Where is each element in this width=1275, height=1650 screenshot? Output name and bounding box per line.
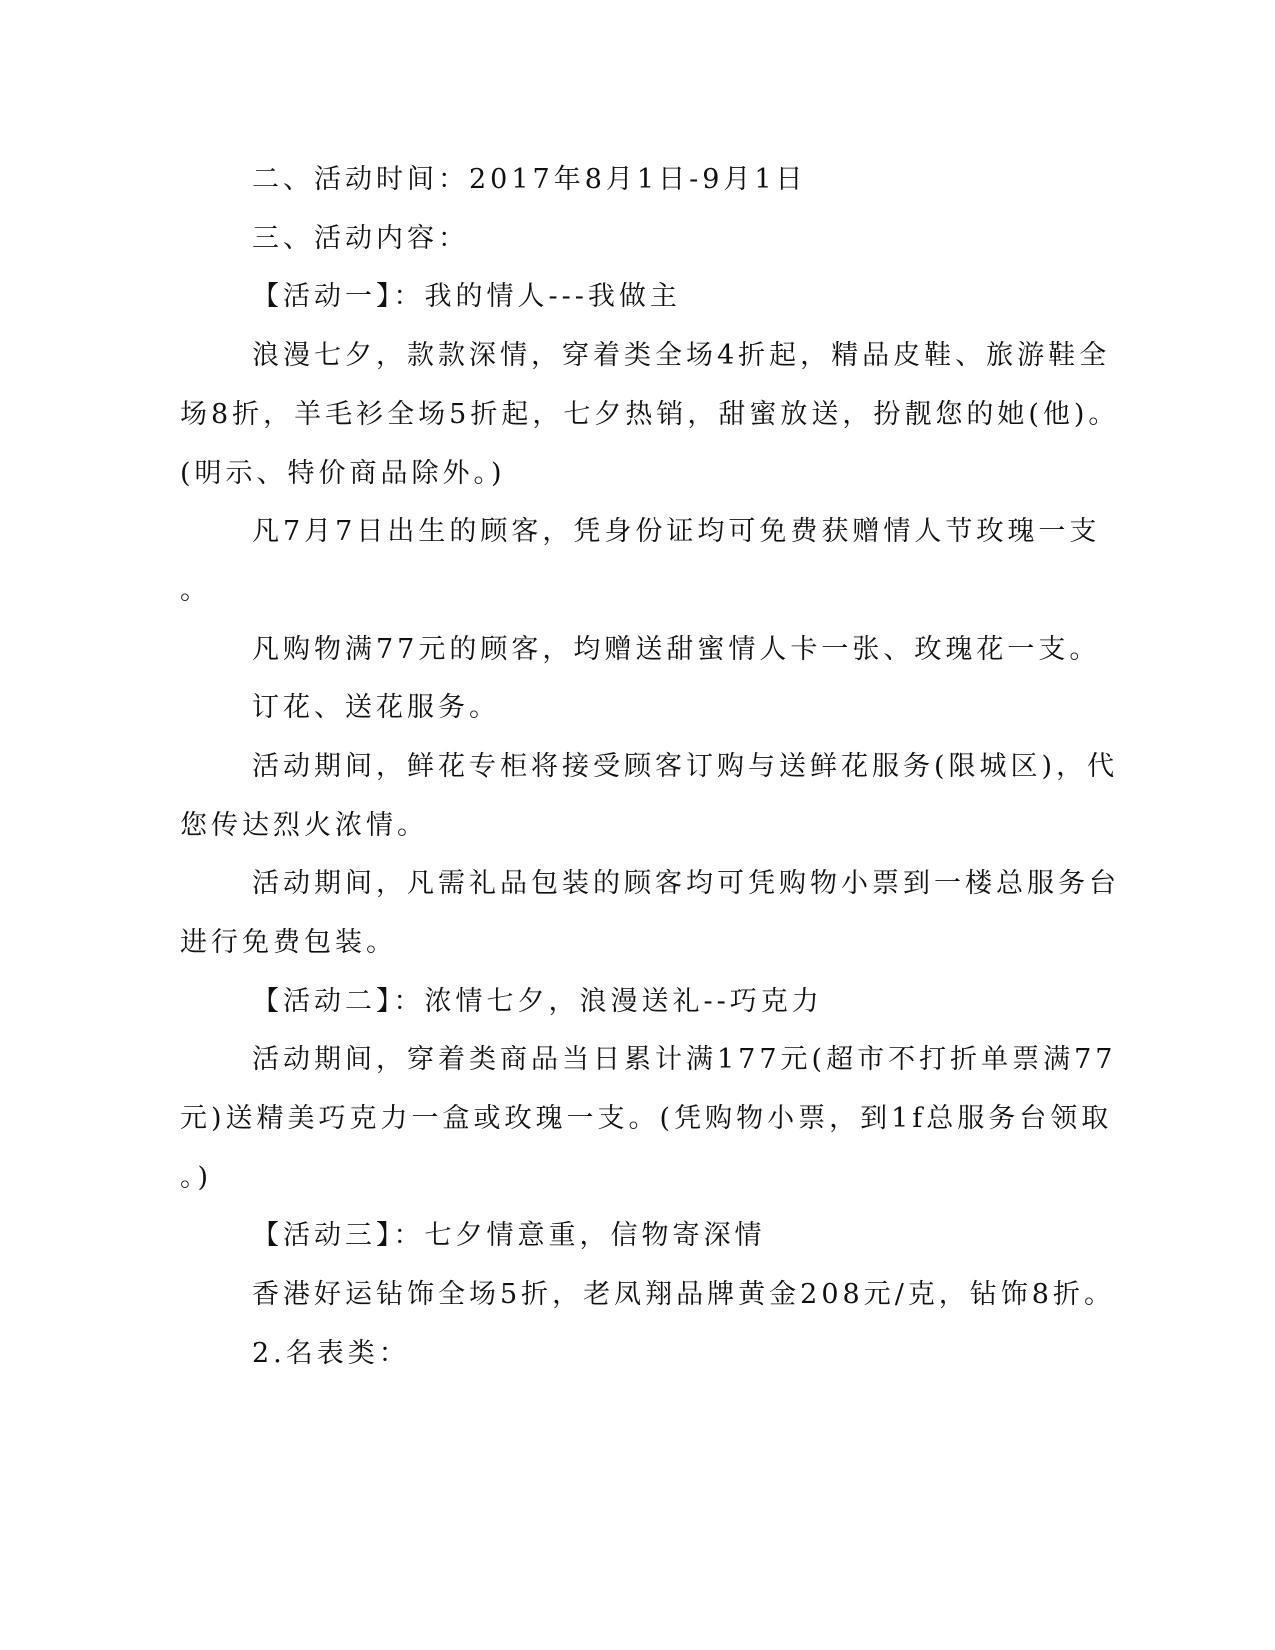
paragraph-line: 香港好运钻饰全场5折，老凤翔品牌黄金208元/克，钻饰8折。 bbox=[252, 1279, 1115, 1310]
paragraph-line: (明示、特价商品除外。) bbox=[180, 458, 506, 489]
paragraph-line: 。) bbox=[180, 1162, 213, 1193]
activity-three-heading: 【活动三】：七夕情意重，信物寄深情 bbox=[252, 1220, 766, 1251]
activity-one-heading: 【活动一】：我的情人---我做主 bbox=[252, 281, 681, 312]
activity-two-heading: 【活动二】：浓情七夕，浪漫送礼--巧克力 bbox=[252, 986, 823, 1017]
paragraph-line: 元)送精美巧克力一盒或玫瑰一支。(凭购物小票，到1f总服务台领取 bbox=[180, 1103, 1113, 1134]
paragraph-line: 。 bbox=[180, 575, 211, 606]
paragraph-line: 您传达烈火浓情。 bbox=[180, 810, 428, 841]
paragraph-line: 浪漫七夕，款款深情，穿着类全场4折起，精品皮鞋、旅游鞋全 bbox=[252, 340, 1111, 371]
paragraph-line: 凡购物满77元的顾客，均赠送甜蜜情人卡一张、玫瑰花一支。 bbox=[252, 634, 1101, 665]
paragraph-line: 活动期间，凡需礼品包装的顾客均可凭购物小票到一楼总服务台 bbox=[252, 868, 1120, 899]
paragraph-line: 活动期间，穿着类商品当日累计满177元(超市不打折单票满77 bbox=[252, 1044, 1117, 1075]
paragraph-line: 凡7月7日出生的顾客，凭身份证均可免费获赠情人节玫瑰一支 bbox=[252, 516, 1101, 547]
activity-time-line: 二、活动时间：2017年8月1日-9月1日 bbox=[252, 164, 807, 195]
paragraph-line: 活动期间，鲜花专柜将接受顾客订购与送鲜花服务(限城区)，代 bbox=[252, 751, 1119, 782]
activity-content-heading: 三、活动内容： bbox=[252, 223, 469, 254]
paragraph-line: 进行免费包装。 bbox=[180, 927, 397, 958]
paragraph-line: 场8折，羊毛衫全场5折起，七夕热销，甜蜜放送，扮靓您的她(他)。 bbox=[180, 399, 1120, 430]
section-heading: 2.名表类： bbox=[252, 1338, 410, 1369]
paragraph-line: 订花、送花服务。 bbox=[252, 692, 500, 723]
